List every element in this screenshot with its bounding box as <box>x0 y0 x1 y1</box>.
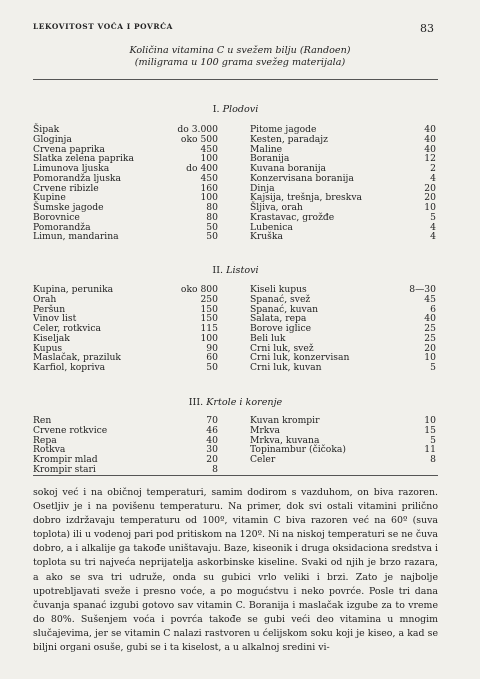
vitamin-c-amount: 20 <box>206 454 218 465</box>
vitamin-c-amount: 40 <box>424 133 436 145</box>
vitamin-c-amount: 100 <box>200 153 218 165</box>
section-roman-numeral: II. <box>212 265 224 276</box>
rule-top <box>33 79 438 80</box>
plant-name: Pomorandža <box>33 221 91 233</box>
plant-name: Crni luk, kuvan <box>250 362 322 373</box>
plant-name: Šljiva, orah <box>250 202 303 213</box>
table-row <box>250 174 436 184</box>
body-text <box>33 486 438 655</box>
running-title: LEKOVITOST VOĆA I POVRĆA <box>33 22 173 31</box>
vitamin-c-amount: 45 <box>424 293 436 305</box>
vitamin-c-amount: 11 <box>424 444 436 456</box>
section-name: Plodovi <box>222 104 259 115</box>
vitamin-c-amount: 30 <box>206 444 218 456</box>
plant-name: Borove iglice <box>250 323 312 334</box>
vitamin-c-amount: 40 <box>424 124 436 135</box>
vitamin-c-amount: 5 <box>430 434 436 446</box>
vitamin-c-amount: oko 500 <box>180 133 218 145</box>
vitamin-c-amount: 8—30 <box>409 284 436 295</box>
plant-name: Krompir mlad <box>33 454 98 465</box>
section-name: Listovi <box>226 265 259 276</box>
vitamin-c-amount: 15 <box>424 424 436 436</box>
plant-name: Vinov list <box>33 313 77 325</box>
vitamin-c-amount: 4 <box>430 231 436 243</box>
vitamin-c-amount: do 3.000 <box>177 124 218 135</box>
plant-name: Ren <box>33 415 52 426</box>
plant-name: Kupus <box>33 342 63 354</box>
plant-name: Rotkva <box>33 444 66 456</box>
vitamin-c-amount: 46 <box>206 424 218 436</box>
vitamin-c-amount: 100 <box>200 192 218 204</box>
plant-name: Slatka zelena paprika <box>33 153 134 165</box>
plant-name: Topinambur (čičoka) <box>250 444 346 456</box>
plant-name: Boranija <box>250 153 290 165</box>
vitamin-c-amount: 25 <box>424 332 436 344</box>
plant-name: Kupine <box>33 192 66 204</box>
vitamin-c-amount: 60 <box>206 352 218 364</box>
section-title <box>33 397 438 408</box>
plant-name: Kupina, perunika <box>33 284 114 295</box>
vitamin-c-amount: 100 <box>200 332 218 344</box>
plant-name: Crni luk, svež <box>250 342 314 354</box>
vitamin-c-amount: 20 <box>424 192 436 204</box>
vitamin-c-amount: 5 <box>430 362 436 373</box>
vitamin-c-amount: 10 <box>424 202 436 213</box>
plant-name: Spanać, kuvan <box>250 303 319 315</box>
plant-name: Orah <box>33 293 57 305</box>
plant-name: Spanać, svež <box>250 293 311 305</box>
vitamin-c-amount: 20 <box>424 182 436 194</box>
page-number: 83 <box>420 22 434 35</box>
vitamin-c-amount: 40 <box>206 434 218 446</box>
section-roman-numeral: III. <box>188 397 204 408</box>
vitamin-c-amount: 4 <box>430 172 436 184</box>
vitamin-c-amount: 450 <box>200 172 218 184</box>
plant-name: Lubenica <box>250 221 293 233</box>
plant-name: Repa <box>33 434 57 446</box>
vitamin-c-amount: 50 <box>206 231 218 243</box>
vitamin-c-amount: 25 <box>424 323 436 334</box>
plant-name: Crvena paprika <box>33 143 105 155</box>
plant-name: Kuvana boranija <box>250 163 327 174</box>
vitamin-c-amount: 160 <box>200 182 218 194</box>
plant-name: Crvene rotkvice <box>33 424 108 436</box>
table-row <box>250 232 436 242</box>
plant-name: Gloginja <box>33 133 72 145</box>
vitamin-c-amount: 4 <box>430 221 436 233</box>
plant-name: Celer, rotkvica <box>33 323 101 334</box>
plant-name: Krompir stari <box>33 463 96 475</box>
plant-name: Limunova ljuska <box>33 163 110 174</box>
vitamin-c-amount: 50 <box>206 362 218 373</box>
plant-name: Karfiol, kopriva <box>33 362 106 373</box>
plant-name: Krastavac, grožđe <box>250 211 335 223</box>
plant-name: Maslačak, praziluk <box>33 352 121 364</box>
rule-bottom <box>33 475 438 476</box>
vitamin-c-amount: 150 <box>200 313 218 325</box>
table-caption-title: Količina vitamina C u svežem bilju (Randoen) <box>129 45 351 56</box>
vitamin-c-amount: 40 <box>424 313 436 325</box>
plant-name: Borovnice <box>33 211 80 223</box>
vitamin-c-amount: 8 <box>212 463 218 475</box>
table-caption-subtitle: (miligrama u 100 grama svežeg materijala) <box>134 57 346 68</box>
plant-name: Kajsija, trešnja, breskva <box>250 192 362 204</box>
vitamin-c-amount: 250 <box>200 293 218 305</box>
plant-name: Pitome jagode <box>250 124 317 135</box>
vitamin-c-amount: oko 800 <box>180 284 218 295</box>
vitamin-c-amount: 10 <box>424 352 436 364</box>
vitamin-c-amount: 70 <box>206 415 218 426</box>
plant-name: Peršun <box>33 303 66 315</box>
section-title <box>33 104 438 115</box>
plant-name: Crni luk, konzervisan <box>250 352 350 364</box>
table-row <box>250 363 436 373</box>
vitamin-c-amount: 80 <box>206 202 218 213</box>
vitamin-c-amount: 8 <box>430 454 436 465</box>
section-title <box>33 265 438 276</box>
plant-name: Maline <box>250 143 283 155</box>
section-roman-numeral: I. <box>212 104 220 115</box>
plant-name: Crvene ribizle <box>33 182 99 194</box>
vitamin-c-amount: 90 <box>206 342 218 354</box>
vitamin-c-amount: do 400 <box>186 163 218 174</box>
plant-name: Pomorandža ljuska <box>33 172 121 184</box>
vitamin-c-amount: 115 <box>200 323 218 334</box>
table-row <box>33 232 218 242</box>
table-row <box>33 285 218 295</box>
table-row <box>33 363 218 373</box>
plant-name: Kruška <box>250 231 283 243</box>
plant-name: Beli luk <box>250 332 286 344</box>
section-name: Krtole i korenje <box>206 397 283 408</box>
table-row <box>33 426 218 436</box>
plant-name: Šipak <box>33 124 60 135</box>
vitamin-c-amount: 5 <box>430 211 436 223</box>
vitamin-c-amount: 2 <box>430 163 436 174</box>
table-row <box>250 445 436 455</box>
plant-name: Kiseljak <box>33 332 70 344</box>
vitamin-c-amount: 40 <box>424 143 436 155</box>
plant-name: Dinja <box>250 182 275 194</box>
plant-name: Mrkva <box>250 424 281 436</box>
plant-name: Šumske jagode <box>33 202 104 213</box>
table-row <box>250 455 436 465</box>
plant-name: Kesten, paradajz <box>250 133 328 145</box>
plant-name: Celer <box>250 454 276 465</box>
plant-name: Limun, mandarina <box>33 231 119 243</box>
vitamin-c-amount: 10 <box>424 415 436 426</box>
vitamin-c-amount: 20 <box>424 342 436 354</box>
plant-name: Salata, repa <box>250 313 307 325</box>
vitamin-c-amount: 150 <box>200 303 218 315</box>
plant-name: Mrkva, kuvana <box>250 434 320 446</box>
vitamin-c-amount: 12 <box>424 153 436 165</box>
table-row <box>33 465 218 475</box>
vitamin-c-amount: 80 <box>206 211 218 223</box>
body-paragraph: sokoj već i na običnoj temperaturi, samim dodirom s vazduhom, on biva razoren. Osetljiv je i na povišenu temperaturu. Na primer, dok svi ostali vitamini prilično dobro izdržavaju temperaturu od 100º, vitamin C biva razoren već na 60º (suva toplota) ili u vodenoj pari pod pritiskom na 120º. Ni na niskoj temperaturi se ne čuva dobro, a i alkalije ga takođe uništavaju. Baze, kiseonik i druga oksidaciona sredstva i toplota su tri najveća neprijatelja askorbinske kiseline. Svaki od njih je brzo razara, a ako se sva tri udruže, onda su gubici vrlo veliki i brzi. Zato je najbolje upotrebljavati sveže i presno voće, a po mogućstvu i neko povrće. Posle tri dana čuvanja spanać izgubi gotovo sav vitamin C. Boranija i maslačak izgube za to vreme do 80%. Sušenjem voća i povrća takođe se gubi veći deo vitamina u mnogim slučajevima, jer se vitamin C nalazi rastvoren u ćelijskom soku koji je kiseo, a kad se biljni organi osuše, gubi se i ta kiselost, a u alkalnoj sredini vi- <box>33 487 438 654</box>
vitamin-c-amount: 6 <box>430 303 436 315</box>
plant-name: Kiseli kupus <box>250 284 307 295</box>
plant-name: Kuvan krompir <box>250 415 320 426</box>
vitamin-c-amount: 450 <box>200 143 218 155</box>
plant-name: Konzervisana boranija <box>250 172 354 184</box>
vitamin-c-amount: 50 <box>206 221 218 233</box>
